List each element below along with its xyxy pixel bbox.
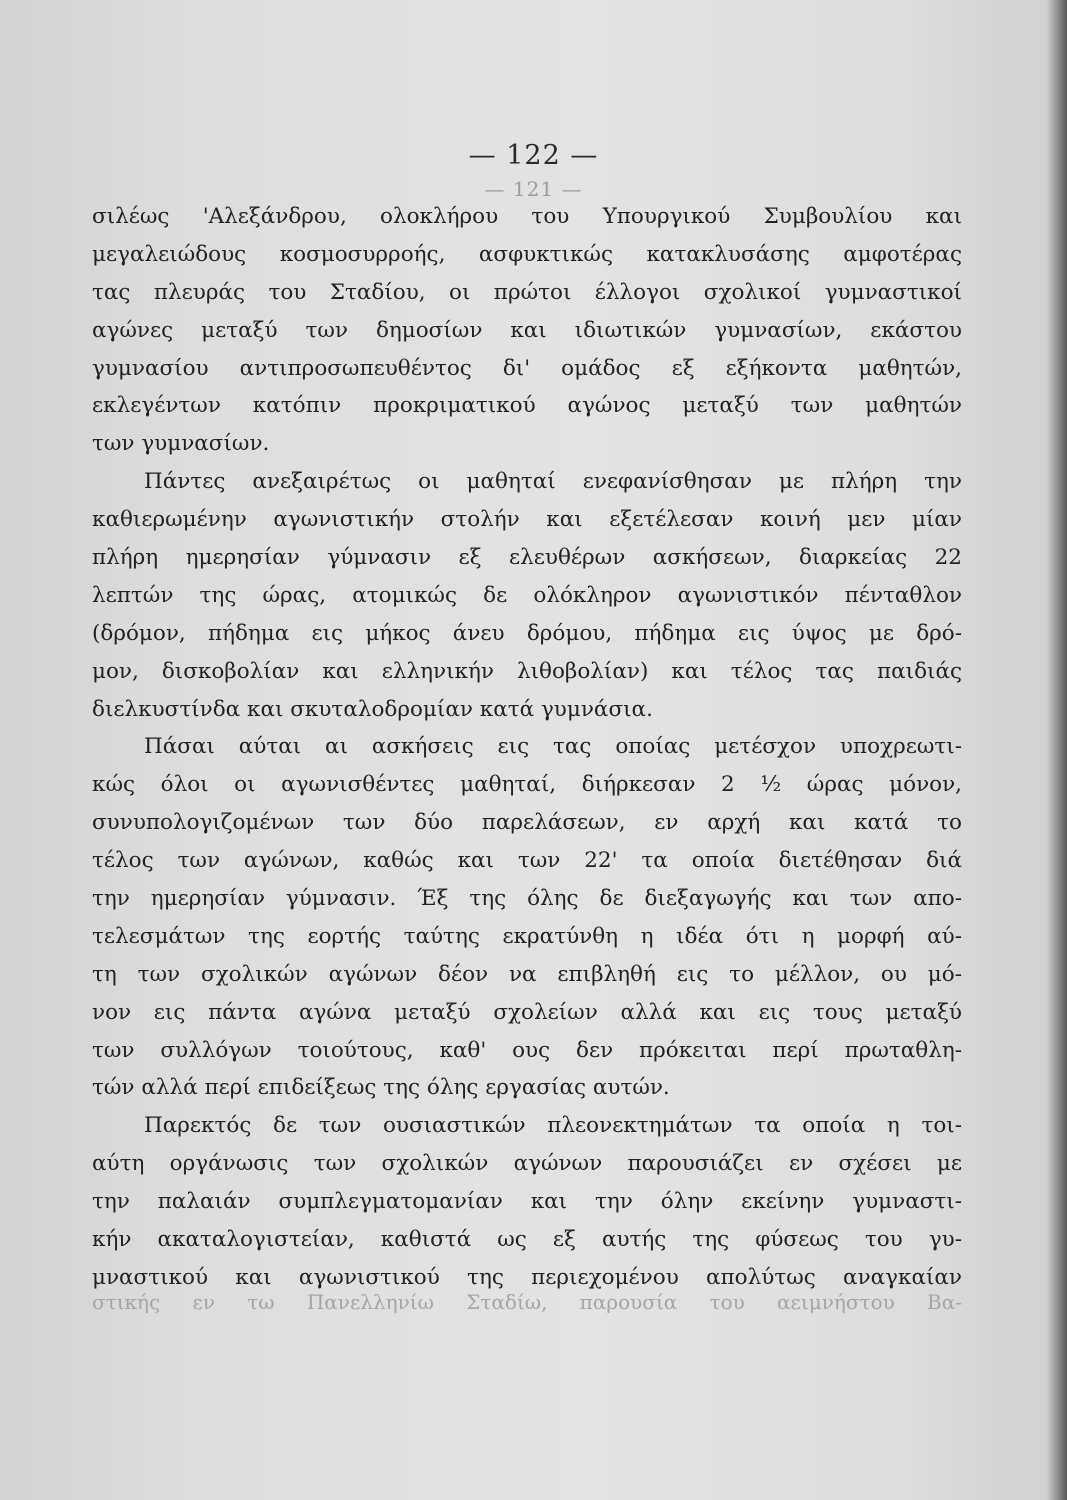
text-line: τελεσμάτων της εορτής ταύτης εκρατύνθη η ιδέα ότι η μορφή αύ- [92, 923, 962, 949]
text-line: κήν ακαταλογιστείαν, καθιστά ως εξ αυτής της φύσεως του γυ- [92, 1227, 962, 1253]
page-edge-shadow [1047, 0, 1067, 1500]
text-line: σιλέως 'Αλεξάνδρου, ολοκλήρου του Υπουργικού Συμβουλίου και [92, 204, 962, 229]
text-line: τας πλευράς του Σταδίου, οι πρώτοι έλλογοι σχολικοί γυμναστικοί [92, 279, 962, 305]
text-line: την παλαιάν συμπλεγματομανίαν και την όλην εκείνην γυμναστι- [92, 1189, 962, 1215]
text-line: των συλλόγων τοιούτους, καθ' ους δεν πρόκειται περί πρωταθλη- [92, 1037, 962, 1063]
text-line: κώς όλοι οι αγωνισθέντες μαθηταί, διήρκεσαν 2 ½ ώρας μόνον, [92, 772, 962, 798]
bleed-through-text-line: στικής εν τω Πανελληνίω Σταδίω, παρουσία του αειμνήστου Βα- [92, 1290, 962, 1314]
text-line: διελκυστίνδα και σκυταλοδρομίαν κατά γυμνάσια. [92, 696, 653, 722]
text-line: συνυπολογιζομένων των δύο παρελάσεων, εν αρχή και κατά το [92, 810, 962, 836]
bleed-through-page-number: — 121 — [484, 177, 583, 201]
text-line: Παρεκτός δε των ουσιαστικών πλεονεκτημάτων τα οποία η τοι- [144, 1113, 962, 1139]
text-line: γυμνασίου αντιπροσωπευθέντος δι' ομάδος εξ εξήκοντα μαθητών, [92, 355, 962, 381]
page-number: — 122 — [468, 140, 599, 171]
text-line: τη των σχολικών αγώνων δέον να επιβληθή εις το μέλλον, ου μό- [92, 961, 962, 987]
text-line: νον εις πάντα αγώνα μεταξύ σχολείων αλλά και εις τους μεταξύ [92, 999, 962, 1025]
text-line: μον, δισκοβολίαν και ελληνικήν λιθοβολίαν) και τέλος τας παιδιάς [92, 658, 962, 684]
text-line: μναστικού και αγωνιστικού της περιεχομένου απολύτως αναγκαίαν [92, 1264, 962, 1290]
body-text [92, 198, 962, 1297]
text-line: (δρόμον, πήδημα εις μήκος άνευ δρόμου, πήδημα εις ύψος με δρό- [92, 620, 962, 646]
text-line: εκλεγέντων κατόπιν προκριματικού αγώνος μεταξύ των μαθητών [92, 393, 962, 419]
text-line: πλήρη ημερησίαν γύμνασιν εξ ελευθέρων ασκήσεων, διαρκείας 22 [92, 545, 962, 571]
text-line: μεγαλειώδους κοσμοσυρροής, ασφυκτικώς κατακλυσάσης αμφοτέρας [92, 241, 962, 267]
text-line: την ημερησίαν γύμνασιν. Έξ της όλης δε διεξαγωγής και των απο- [92, 886, 962, 912]
text-line: λεπτών της ώρας, ατομικώς δε ολόκληρον αγωνιστικόν πένταθλον [92, 582, 962, 608]
text-line: αγώνες μεταξύ των δημοσίων και ιδιωτικών γυμνασίων, εκάστου [92, 317, 962, 343]
text-line: των γυμνασίων. [92, 431, 270, 457]
text-line: αύτη οργάνωσις των σχολικών αγώνων παρουσιάζει εν σχέσει με [92, 1151, 962, 1177]
text-line: τέλος των αγώνων, καθώς και των 22' τα οποία διετέθησαν διά [92, 848, 962, 874]
text-line: Πάσαι αύται αι ασκήσεις εις τας οποίας μετέσχον υποχρεωτι- [144, 734, 962, 760]
text-line: Πάντες ανεξαιρέτως οι μαθηταί ενεφανίσθησαν με πλήρη την [144, 469, 962, 495]
text-line: καθιερωμένην αγωνιστικήν στολήν και εξετέλεσαν κοινή μεν μίαν [92, 507, 962, 533]
text-line: τών αλλά περί επιδείξεως της όλης εργασίας αυτών. [92, 1075, 670, 1101]
